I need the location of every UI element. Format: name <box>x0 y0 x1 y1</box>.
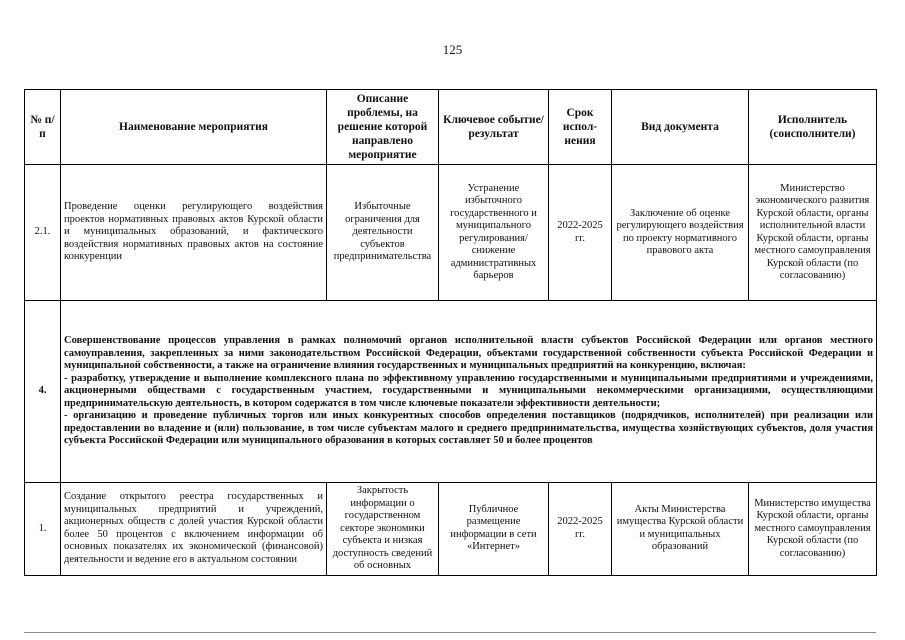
row-executor: Министерство экономического развития Курской области, органы исполнительной власти Курской области, органы местного самоуправления Курской области (по согласованию) <box>749 165 877 301</box>
page-number: 125 <box>442 42 463 57</box>
row-problem: Избыточные ограничения для деятельности субъектов предпринимательства <box>327 165 439 301</box>
section-description <box>61 301 877 483</box>
header-result: Ключевое событие/ результат <box>439 90 549 165</box>
row-name: Проведение оценки регулирующего воздействия проектов нормативных правовых актов Курской области и муниципальных образований, и фактического воздействия нормативных правовых актов на состояние конкуренции <box>61 165 327 301</box>
section-paragraph: - организацию и проведение публичных торгов или иных конкурентных способов определения поставщиков (подрядчиков, исполнителей) при реализации или предоставлении во владение и (или) пользование, в том числе субъектам малого и среднего предпринимательства, имущества хозяйствующих субъектов, доля участия субъекта Российской Федерации или муниципального образования в которых составляет 50 и более процентов <box>64 410 873 447</box>
row-result: Публичное размещение информации в сети «Интернет» <box>439 483 549 576</box>
header-executor: Исполнитель (соисполнители) <box>749 90 877 165</box>
section-num: 4. <box>25 301 61 483</box>
header-doc: Вид документа <box>612 90 749 165</box>
header-num: № п/п <box>25 90 61 165</box>
row-num: 2.1. <box>25 165 61 301</box>
row-num: 1. <box>25 483 61 576</box>
table-row <box>25 483 877 576</box>
table-header-row <box>25 90 877 165</box>
measures-table <box>24 89 877 576</box>
row-term: 2022-2025 гг. <box>549 165 612 301</box>
row-doc: Акты Министерства имущества Курской области и муниципальных образований <box>612 483 749 576</box>
section-paragraph: - разработку, утверждение и выполнение комплексного плана по эффективному управлению государственными и муниципальными предприятиями и учреждениями, акционерными обществами с государственным участием, государственными и муниципальными некоммерческими организациями, осуществляющими предпринимательскую деятельность, в котором содержатся в том числе ключевые показатели эффективности деятельности; <box>64 372 873 409</box>
row-result: Устранение избыточного государственного и муниципального регулирования/снижение административных барьеров <box>439 165 549 301</box>
row-executor: Министерство имущества Курской области, органы местного самоуправления Курской области (по согласованию) <box>749 483 877 576</box>
section-paragraph: Совершенствование процессов управления в рамках полномочий органов исполнительной власти субъектов Российской Федерации или органов местного самоуправления, закрепленных за ними законодательством Российской Федерации, объектами государственной собственности субъекта Российской Федерации и муниципальной собственности, а также на ограничение влияния государственных и муниципальных предприятий на конкуренцию, включая: <box>64 335 873 372</box>
row-problem: Закрытость информации о государственном секторе экономики субъекта и низкая доступность сведений об основных <box>327 483 439 576</box>
table-row <box>25 165 877 301</box>
header-name: Наименование мероприятия <box>61 90 327 165</box>
row-term: 2022-2025 гг. <box>549 483 612 576</box>
page-bottom-divider <box>24 632 876 633</box>
header-term: Срок испол-нения <box>549 90 612 165</box>
section-row <box>25 301 877 483</box>
row-doc: Заключение об оценке регулирующего воздействия по проекту нормативного правового акта <box>612 165 749 301</box>
header-problem: Описание проблемы, на решение которой направлено мероприятие <box>327 90 439 165</box>
row-name: Создание открытого реестра государственных и муниципальных предприятий и учреждений, акционерных обществ с долей участия Курской области более 50 процентов с включением информации об основных показателях их экономической (финансовой) деятельности и ведение его в актуальном состоянии <box>61 483 327 576</box>
